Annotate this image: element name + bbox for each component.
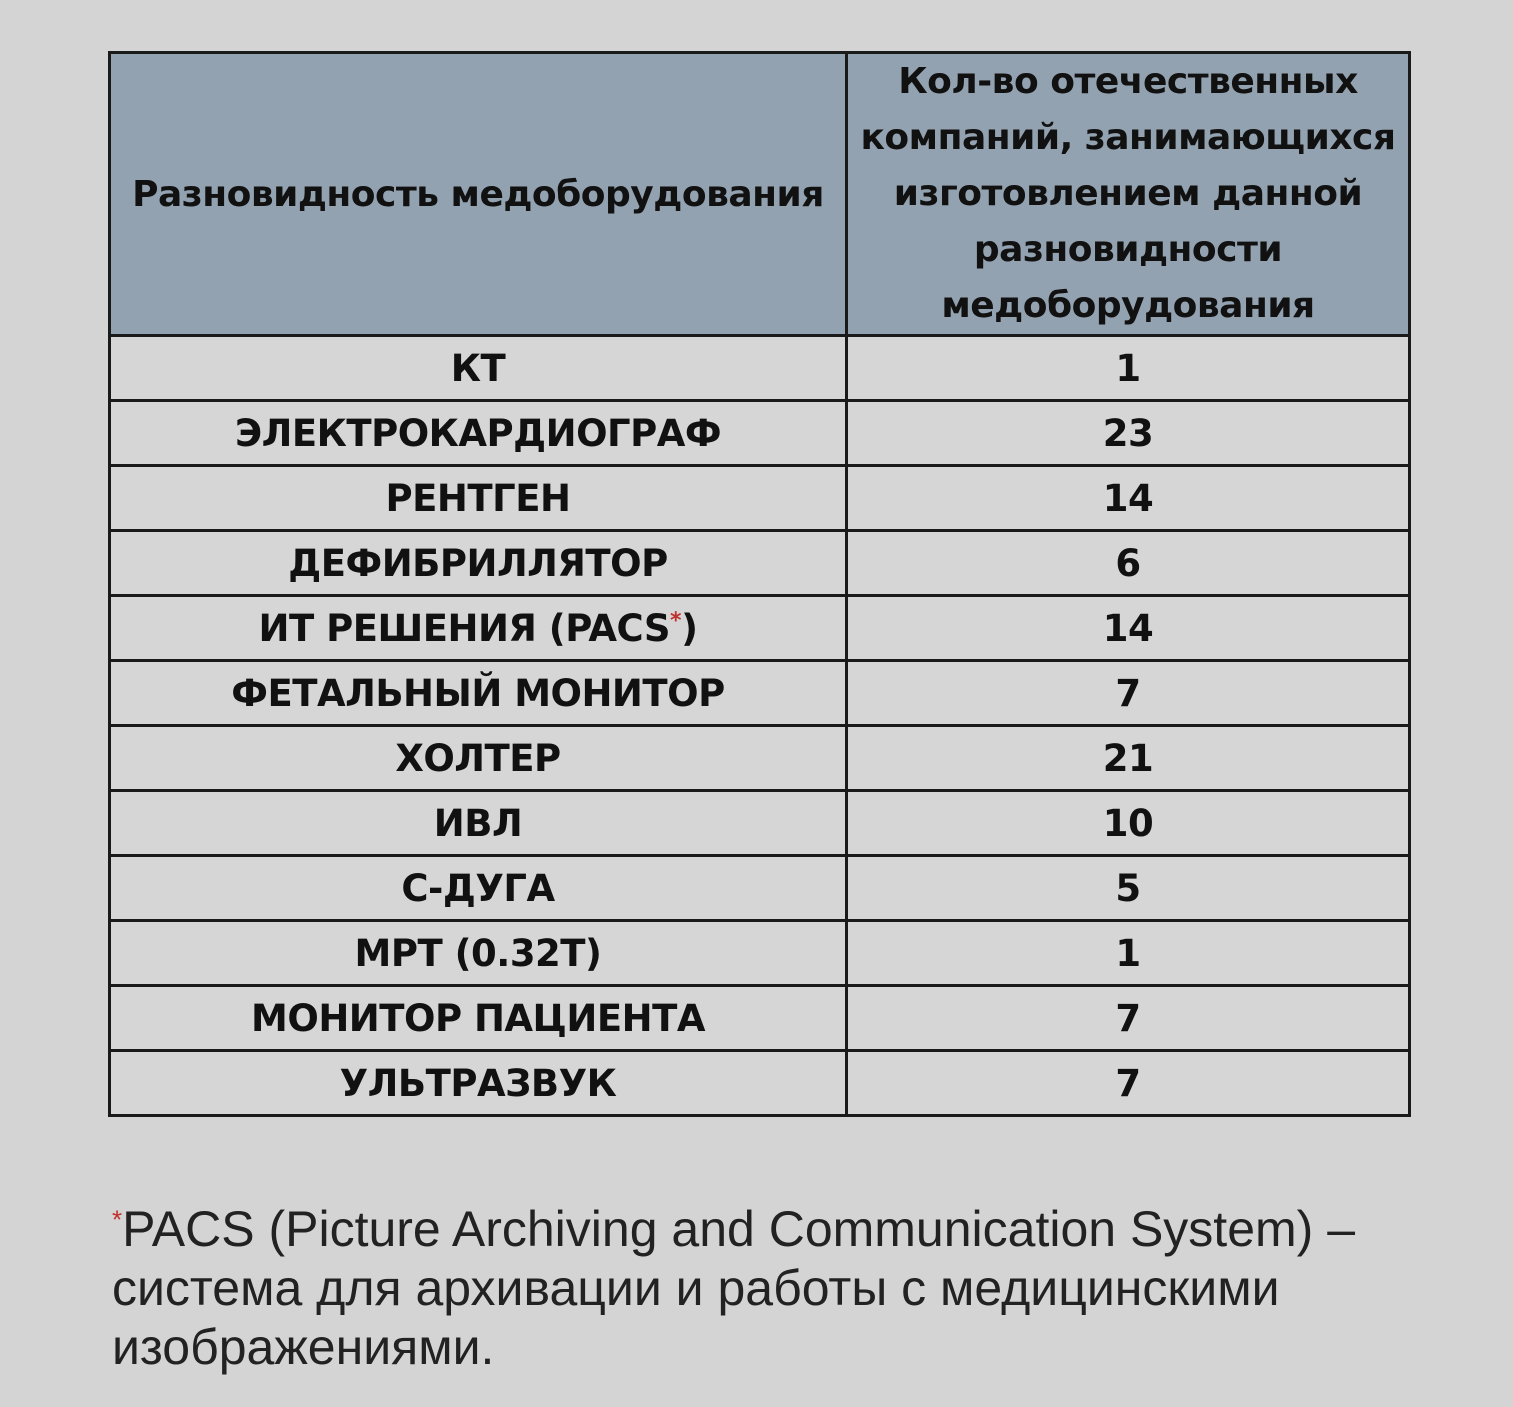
company-count: 21 — [847, 726, 1410, 791]
table-row — [110, 596, 1410, 661]
header-company-count: Кол-во отечественных компаний, занимающихся изготовлением данной разновидности медоборудования — [847, 53, 1410, 336]
equipment-name-pacs — [110, 596, 847, 661]
company-count: 5 — [847, 856, 1410, 921]
equipment-name: КТ — [110, 336, 847, 401]
equipment-table — [108, 51, 1411, 1117]
table-header-row — [110, 53, 1410, 336]
company-count: 23 — [847, 401, 1410, 466]
company-count: 6 — [847, 531, 1410, 596]
equipment-name: ДЕФИБРИЛЛЯТОР — [110, 531, 847, 596]
company-count: 10 — [847, 791, 1410, 856]
table-row — [110, 856, 1410, 921]
table-row — [110, 531, 1410, 596]
table-row — [110, 466, 1410, 531]
equipment-name: С-ДУГА — [110, 856, 847, 921]
table-row — [110, 791, 1410, 856]
company-count: 14 — [847, 466, 1410, 531]
company-count: 7 — [847, 661, 1410, 726]
table-row — [110, 401, 1410, 466]
equipment-name: ФЕТАЛЬНЫЙ МОНИТОР — [110, 661, 847, 726]
table-row — [110, 1051, 1410, 1116]
company-count: 14 — [847, 596, 1410, 661]
equipment-table-container — [108, 51, 1408, 1117]
equipment-name: МРТ (0.32Т) — [110, 921, 847, 986]
equipment-name: ИВЛ — [110, 791, 847, 856]
company-count: 1 — [847, 921, 1410, 986]
equipment-name: МОНИТОР ПАЦИЕНТА — [110, 986, 847, 1051]
header-equipment-type: Разновидность медоборудования — [110, 53, 847, 336]
table-row — [110, 336, 1410, 401]
footnote-text: PACS (Picture Archiving and Communication System) – система для архивации и работы с медицинскими изображениями. — [112, 1201, 1356, 1375]
footnote — [112, 1200, 1412, 1377]
company-count: 7 — [847, 986, 1410, 1051]
footnote-asterisk: * — [112, 1204, 123, 1235]
equipment-name: УЛЬТРАЗВУК — [110, 1051, 847, 1116]
equipment-name: ЭЛЕКТРОКАРДИОГРАФ — [110, 401, 847, 466]
equipment-name: РЕНТГЕН — [110, 466, 847, 531]
table-row — [110, 726, 1410, 791]
asterisk-mark: * — [670, 608, 682, 634]
company-count: 1 — [847, 336, 1410, 401]
table-row — [110, 921, 1410, 986]
equipment-name-text: ИТ РЕШЕНИЯ (PACS — [258, 606, 671, 650]
company-count: 7 — [847, 1051, 1410, 1116]
equipment-name-tail: ) — [681, 606, 698, 650]
table-row — [110, 986, 1410, 1051]
table-row — [110, 661, 1410, 726]
equipment-name: ХОЛТЕР — [110, 726, 847, 791]
